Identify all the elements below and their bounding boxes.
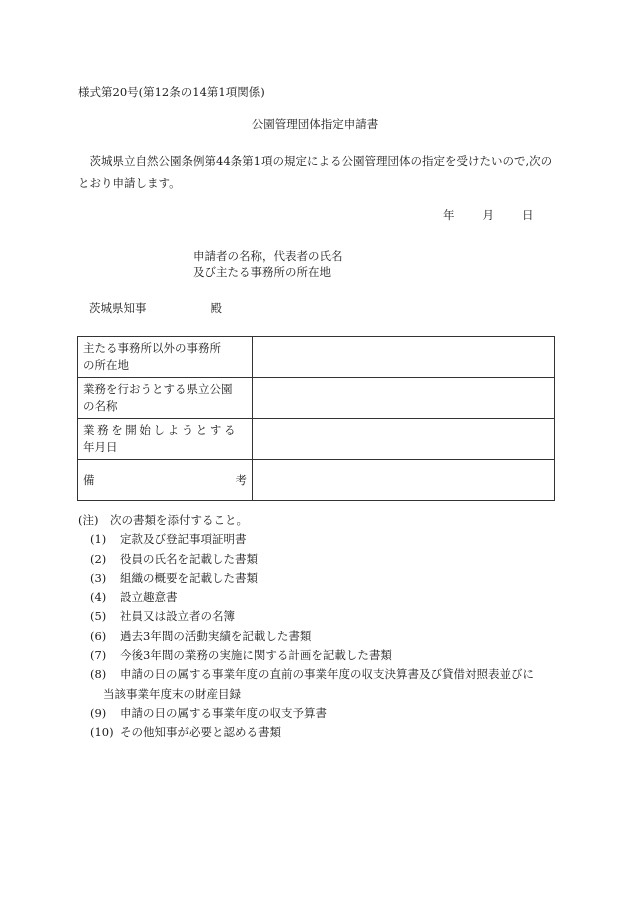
remarks-label-a: 備 bbox=[83, 472, 95, 487]
list-item: (1) 定款及び登記事項証明書 bbox=[90, 532, 247, 547]
table-row bbox=[78, 460, 555, 501]
date-month: 月 bbox=[482, 208, 494, 222]
row-label bbox=[78, 337, 253, 378]
application-table bbox=[77, 336, 555, 501]
row-label bbox=[78, 378, 253, 419]
date-line bbox=[443, 207, 534, 223]
list-item: (7) 今後3年間の業務の実施に関する計画を記載した書類 bbox=[90, 648, 392, 663]
table-row bbox=[78, 337, 555, 378]
row-label bbox=[78, 419, 253, 460]
list-item: (5) 社員又は設立者の名簿 bbox=[90, 609, 235, 624]
applicant-line-1: 申請者の名称，代表者の氏名 bbox=[193, 249, 343, 263]
remarks-label-b: 考 bbox=[235, 472, 247, 487]
label-line-2: 年月日 bbox=[83, 440, 118, 454]
form-number: 様式第20号(第12条の14第1項関係) bbox=[78, 85, 265, 99]
list-item: (10) その他知事が必要と認める書類 bbox=[90, 725, 281, 740]
page-title: 公園管理団体指定申請書 bbox=[251, 117, 379, 131]
label-line-1: 業務を開始しようとする bbox=[83, 423, 239, 437]
list-item: (2) 役員の氏名を記載した書類 bbox=[90, 551, 258, 566]
list-item-continuation: 当該事業年度末の財産目録 bbox=[103, 686, 241, 701]
other-office-location-field[interactable] bbox=[253, 337, 555, 378]
label-line-2: の名称 bbox=[83, 399, 118, 413]
label-line-1: 主たる事務所以外の事務所 bbox=[83, 341, 221, 355]
addressee-honorific: 殿 bbox=[210, 301, 222, 315]
intro-paragraph: 茨城県立自然公園条例第44条第1項の規定による公園管理団体の指定を受けたいので,次のとおり申請します。 bbox=[78, 154, 553, 190]
applicant-block bbox=[193, 248, 343, 280]
row-label bbox=[78, 460, 253, 501]
notes-header: (注) 次の書類を添付すること。 bbox=[78, 513, 248, 527]
list-item: (6) 過去3年間の活動実績を記載した書類 bbox=[90, 628, 312, 643]
start-date-field[interactable] bbox=[253, 419, 555, 460]
list-item: (4) 設立趣意書 bbox=[90, 590, 178, 605]
table-row bbox=[78, 378, 555, 419]
applicant-line-2: 及び主たる事務所の所在地 bbox=[193, 265, 331, 279]
notes-section bbox=[78, 511, 534, 743]
addressee bbox=[89, 300, 222, 316]
list-item: (9) 申請の日の属する事業年度の収支予算書 bbox=[90, 705, 327, 720]
park-name-field[interactable] bbox=[253, 378, 555, 419]
label-line-2: の所在地 bbox=[83, 358, 129, 372]
label-line-1: 業務を行おうとする県立公園 bbox=[83, 382, 233, 396]
date-day: 日 bbox=[522, 208, 534, 222]
addressee-name: 茨城県知事 bbox=[89, 301, 147, 315]
table-row bbox=[78, 419, 555, 460]
list-item: (8) 申請の日の属する事業年度の直前の事業年度の収支決算書及び貸借対照表並びに bbox=[90, 667, 534, 682]
remarks-field[interactable] bbox=[253, 460, 555, 501]
date-year: 年 bbox=[443, 208, 455, 222]
list-item: (3) 組織の概要を記載した書類 bbox=[90, 570, 258, 585]
